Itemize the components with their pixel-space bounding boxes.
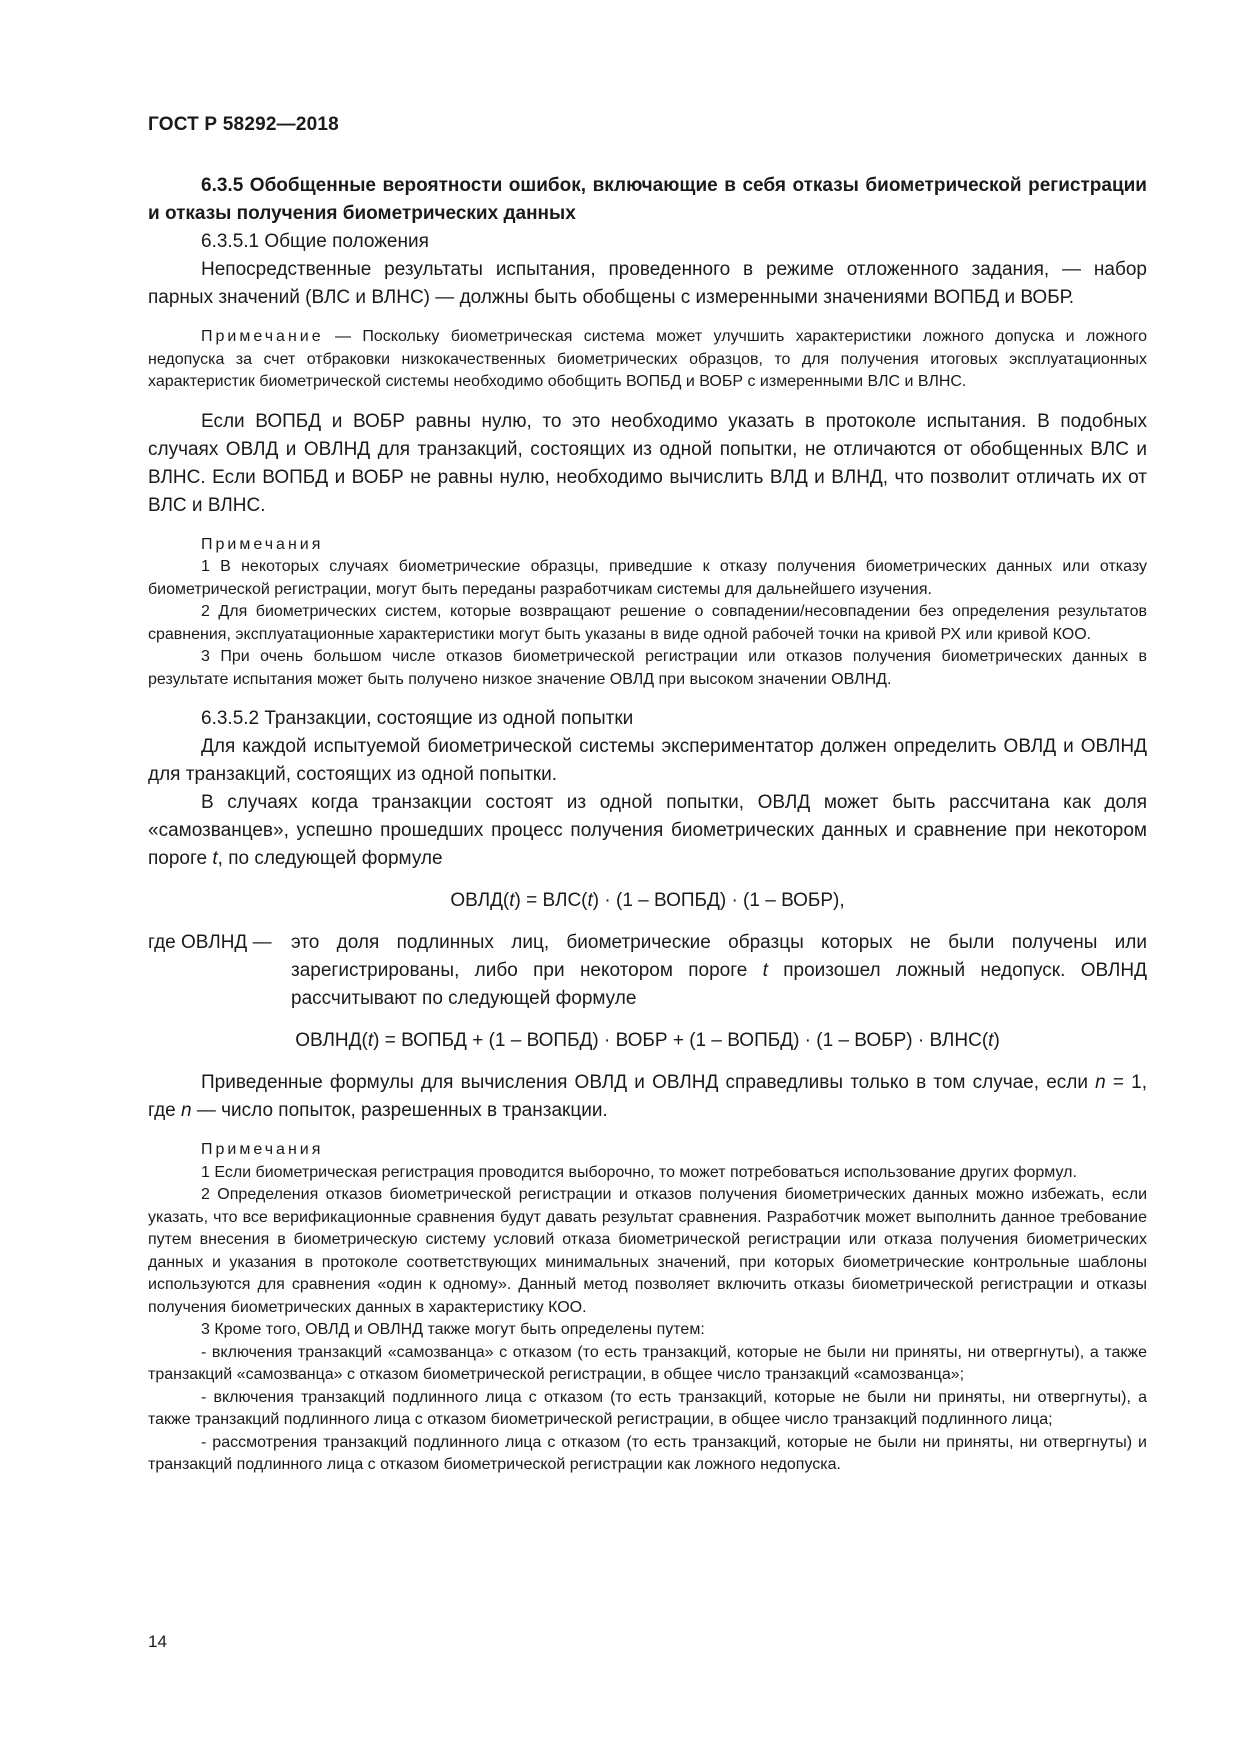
subsection-title-general: 6.3.5.1 Общие положения [201,231,429,252]
section-body [148,172,1147,1477]
note-1 [148,326,1147,394]
where-body [148,929,1147,1013]
paragraph-4-text: В случаях когда транзакции состоят из одной попытки, ОВЛД может быть рассчитана как доля «самозванцев», успешно прошедших процесс получения биометрических данных и сравнение при некотором пороге [148,792,1147,869]
paragraph-3: Для каждой испытуемой биометрической системы экспериментатор должен определить ОВЛД и ОВЛНД для транзакций, состоящих из одной попытки. [148,736,1147,785]
n-variable: n [181,1100,192,1121]
note-item: 3 Кроме того, ОВЛД и ОВЛНД также могут быть определены путем: [201,1321,705,1338]
note-list-item: - включения транзакций «самозванца» с отказом (то есть транзакций, которые не были ни приняты, ни отвергнуты), а также транзакций «самозванца» с отказом биометрической регистрации, в общее число транзакций «самозванца»; [148,1343,1147,1383]
page-number: 14 [148,1632,167,1651]
paragraph-5-text: = 1, где [148,1072,1147,1121]
notes-label: Примечания [201,535,324,553]
subsection-title-single-attempt: 6.3.5.2 Транзакции, состоящие из одной попытки [201,708,634,729]
note-item: 3 При очень большом числе отказов биометрической регистрации или отказов получения биометрических данных в результате испытания может быть получено низкое значение ОВЛД при высоком значении ОВЛНД. [148,648,1147,688]
formula-part: ОВЛНД( [295,1030,368,1051]
formula-ovld [148,887,1147,915]
paragraph-5-text-end: — число попыток, разрешенных в транзакции. [191,1100,608,1121]
paragraph-2: Если ВОПБД и ВОБР равны нулю, то это необходимо указать в протоколе испытания. В подобных случаях ОВЛД и ОВЛНД для транзакций, состоящих из одной попытки, не отличаются от обобщенных ВЛС и ВЛНС. Если ВОПБД и ВОБР не равны нулю, необходимо вычислить ВЛД и ВЛНД, что позволит отличать их от ВЛС и ВЛНС. [148,410,1147,516]
section-title: 6.3.5 Обобщенные вероятности ошибок, включающие в себя отказы биометрической регистрации и отказы получения биометрических данных [148,175,1147,224]
formula-part: ) = ВЛС( [514,890,588,911]
note-list-item: - включения транзакций подлинного лица с отказом (то есть транзакций, которые не были ни приняты, ни отвергнуты), а также транзакций подлинного лица с отказом биометрической регистрации, в общее число транзакций подлинного лица; [148,1388,1147,1428]
note-label: Примечание [201,328,324,345]
where-definition: где ОВЛНД — это доля подлинных лиц, биометрические образцы которых не были получены или зарегистрированы, либо при некотором пороге t произошел ложный недопуск. ОВЛНД рассчитывают по следующей формуле [148,929,1147,1013]
formula-part: ОВЛД( [450,890,510,911]
formula-part: ) = ВОПБД + (1 – ВОПБД) · ВОБР + (1 – ВОПБД) · (1 – ВОБР) · ВЛНС( [373,1030,989,1051]
notes-label: Примечания [201,1141,324,1158]
where-text: это доля подлинных лиц, биометрические образцы которых не были получены или зарегистрированы, либо при некотором пороге [291,932,1147,981]
note-list-item: - рассмотрения транзакций подлинного лица с отказом (то есть транзакций, которые не были ни приняты, ни отвергнуты) и транзакций подлинного лица с отказом биометрической регистрации как ложного недопуска. [148,1433,1147,1473]
formula-part: ) [993,1030,1000,1051]
formula-part: ) · (1 – ВОПБД) · (1 – ВОБР), [592,890,845,911]
note-item: 1 Если биометрическая регистрация проводится выборочно, то может потребоваться использование других формул. [201,1163,1077,1181]
paragraph-4 [148,789,1147,873]
paragraph-1: Непосредственные результаты испытания, проведенного в режиме отложенного задания, — набор парных значений (ВЛС и ВЛНС) — должны быть обобщены с измеренными значениями ВОПБД и ВОБР. [148,259,1147,308]
threshold-variable: t [762,960,768,981]
formula-variable: t [367,1030,374,1051]
formula-ovlnd [148,1027,1147,1055]
note-item: 2 Для биометрических систем, которые возвращают решение о совпадении/несовпадении без определения результатов сравнения, эксплуатационные характеристики могут быть указаны в виде одной рабочей точки на кривой РХ или кривой КОО. [148,603,1147,643]
threshold-variable: t [212,848,218,869]
formula-variable: t [587,890,593,911]
note-item: 1 В некоторых случаях биометрические образцы, приведшие к отказу получения биометрических данных или отказу биометрической регистрации, могут быть переданы разработчикам системы для дальнейшего изучения. [148,558,1147,598]
n-variable: n [1095,1072,1106,1093]
paragraph-4-text-end: , по следующей формуле [217,848,443,869]
document-header: ГОСТ Р 58292—2018 [148,114,339,135]
paragraph-5-text: Приведенные формулы для вычисления ОВЛД и ОВЛНД справедливы только в том случае, если [201,1072,1096,1093]
note-dash: — [323,328,363,345]
formula-variable: t [988,1030,994,1051]
note-text: Поскольку биометрическая система может улучшить характеристики ложного допуска и ложного недопуска за счет отбраковки низкокачественных биометрических образцов, то для получения итоговых эксплуатационных характеристик биометрической системы необходимо обобщить ВОПБД и ВОБР с измеренными ВЛС и ВЛНС. [148,328,1148,390]
where-text-end: произошел ложный недопуск. ОВЛНД рассчитывают по следующей формуле [291,960,1147,1009]
note-item: 2 Определения отказов биометрической регистрации и отказов получения биометрических данных можно избежать, если указать, что все верификационные сравнения будут давать результат сравнения. Разработчик может выполнить данное требование путем внесения в биометрическую систему условий отказа биометрической регистрации или отказа получения биометрических данных и указания в протоколе соответствующих минимальных значений, при которых биометрические контрольные шаблоны используются для сравнения «один к одному». Данный метод позволяет включить отказы биометрической регистрации и отказы получения биометрических данных в характеристику КОО. [148,1186,1147,1316]
formula-variable: t [509,890,515,911]
paragraph-5 [148,1069,1147,1125]
